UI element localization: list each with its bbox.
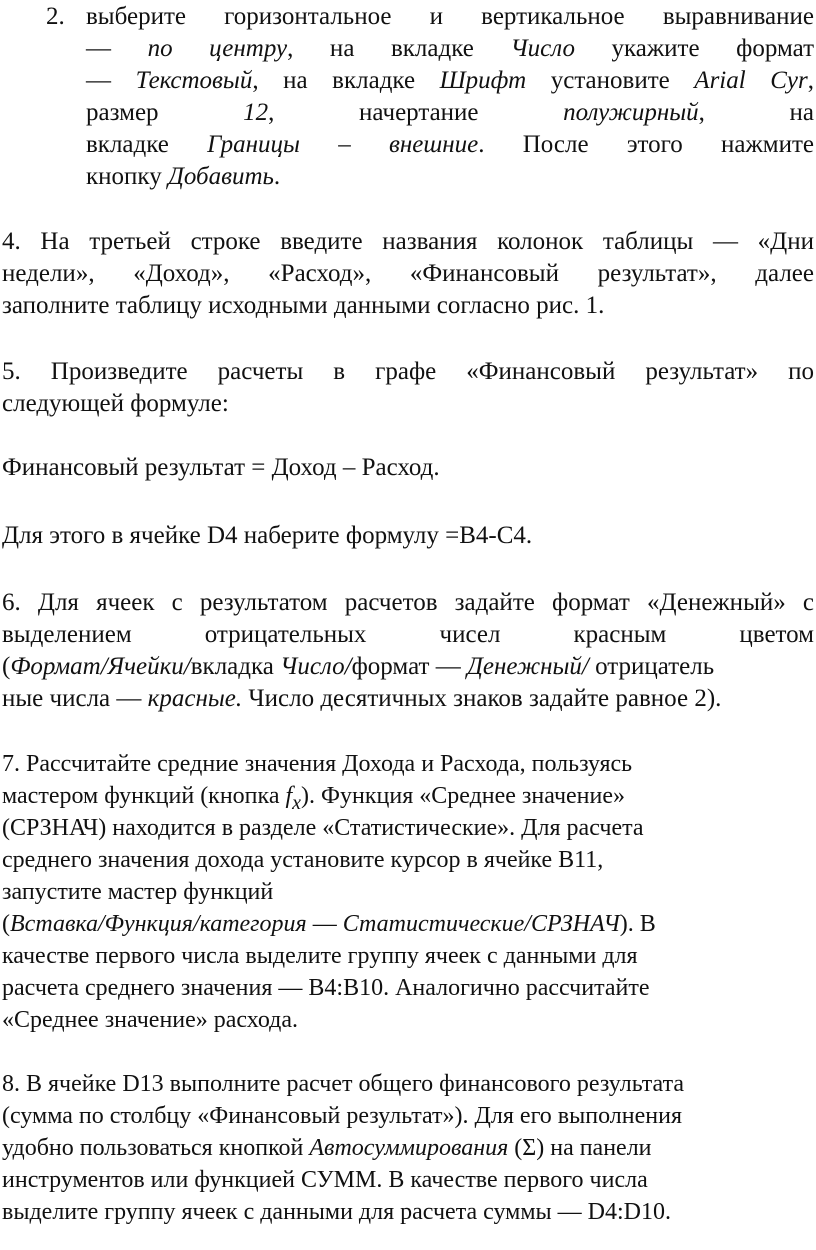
step-2-line-4: размер 12, начертание полужирный, на	[86, 99, 814, 126]
formula-text: Финансовый результат = Доход – Расход.	[2, 454, 440, 481]
step-7-line-8: расчета среднего значения — B4:B10. Аналогично рассчитайте	[2, 975, 650, 1001]
step-2-line-3: — Текстовый, на вкладке Шрифт установите Arial Cyr,	[86, 67, 814, 94]
step-5-line-2: следующей формуле:	[2, 390, 229, 417]
step-8-line-5: выделите группу ячеек с данными для расчета суммы — D4:D10.	[2, 1199, 671, 1225]
step-6-line-2: выделением отрицательных чисел красным цветом	[2, 621, 814, 648]
step-4-line-2: недели», «Доход», «Расход», «Финансовый результат», далее	[2, 260, 814, 287]
step-2-line-2: — по центру, на вкладке Число укажите формат	[86, 35, 815, 62]
step-4-line-3: заполните таблицу исходными данными согласно рис. 1.	[2, 292, 605, 319]
step-7-line-1: 7. Рассчитайте средние значения Дохода и Расхода, пользуясь	[2, 751, 633, 777]
step-7-line-5: запустите мастер функций	[2, 879, 274, 905]
step-5-line-1: 5. Произведите расчеты в графе «Финансовый результат» по	[2, 358, 814, 385]
step-7-line-6: (Вставка/Функция/категория — Статистические/СРЗНАЧ). В	[2, 911, 656, 937]
step-2-number: 2.	[46, 3, 65, 30]
step-6-line-4: ные числа — красные. Число десятичных знаков задайте равное 2).	[2, 685, 722, 712]
step-7-line-3: (СРЗНАЧ) находится в разделе «Статистические». Для расчета	[2, 815, 644, 841]
step-8-line-4: инструментов или функцией СУММ. В качестве первого числа	[2, 1167, 648, 1193]
step-7-line-2: мастером функций (кнопка $f_x$). Функция «Среднее значение»	[2, 783, 626, 814]
step-8-line-3: удобно пользоваться кнопкой Автосуммирования (Σ) на панели	[2, 1135, 652, 1161]
step-4-line-1: 4. На третьей строке введите названия колонок таблицы — «Дни	[2, 228, 814, 255]
step-2-line-6: кнопку Добавить.	[86, 163, 281, 190]
step-2-line-1: выберите горизонтальное и вертикальное выравнивание	[86, 3, 814, 30]
step-7-line-7: качестве первого числа выделите группу ячеек с данными для	[2, 943, 638, 969]
step-8-line-2: (сумма по столбцу «Финансовый результат»). Для его выполнения	[2, 1103, 682, 1129]
step-7-line-4: среднего значения дохода установите курсор в ячейке B11,	[2, 847, 604, 873]
step-6-line-3: (Формат/Ячейки/вкладка Число/формат — Денежный/ отрицатель	[2, 653, 715, 680]
step-6-line-1: 6. Для ячеек с результатом расчетов задайте формат «Денежный» с	[2, 589, 814, 616]
formula-cell-text: Для этого в ячейке D4 наберите формулу =B4-C4.	[2, 522, 533, 549]
step-8-line-1: 8. В ячейке D13 выполните расчет общего финансового результата	[2, 1071, 684, 1097]
step-7-line-9: «Среднее значение» расхода.	[2, 1007, 299, 1033]
step-2-line-5: вкладке Границы – внешние. После этого нажмите	[86, 131, 814, 158]
